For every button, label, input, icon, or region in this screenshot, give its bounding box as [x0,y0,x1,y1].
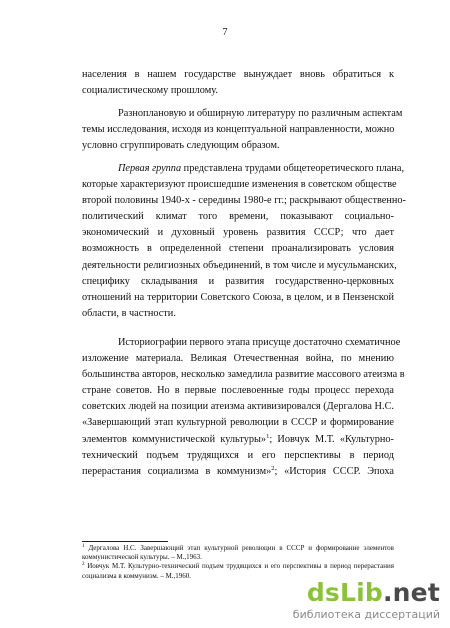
text-line: темы исследования, исходя из концептуальной направленности, можно [82,124,395,136]
paragraph-historiography [82,335,405,480]
footnote-line: коммунистической культуры. – М.,1963. [82,553,202,562]
text-line: деятельности религиозных объединений, в том числе и мусульманских, [82,259,397,271]
text-line: социалистическому прошлому. [82,85,218,97]
footnote-1 [82,544,394,562]
text-line: изложение материала. Великая Отечественная война, по мнению [82,353,394,365]
paragraph-continuation [82,67,394,99]
text-line: Историографии первого этапа присуще достаточно схематичное [118,337,401,348]
text-line: советских людей на позиции атеизма активизировался (Дергалова Н.С. [82,401,395,413]
paragraph-literature [82,106,403,154]
text-line: специфику складывания и развития государственно-церковных [82,275,394,287]
text-line: возможность в определенной степени проанализировать условия [82,243,394,255]
text-line: «Завершающий этап культурной революции в СССР и формирование [82,417,394,429]
footnote-line: $^2$ Иовчук М.Т. Культурно-технический подъем трудящихся и его перспективы в период перерастания [82,562,394,571]
dslib-subtitle: библиотека диссертаций [292,608,440,621]
footnote-line: $^1$ Дергалова Н.С. Завершающий этап культурной революции в СССР и формирование элементов [82,544,394,552]
text-line: перерастания социализма в коммунизм»$^2$; «История СССР. Эпоха [82,464,394,477]
text-line: которые характеризуют происшедшие изменения в советском обществе [82,179,397,191]
footnote-ref[interactable]: 1 [266,432,270,440]
text-line: условно сгруппировать следующим образом. [82,140,280,152]
text-line: Первая группа представлена трудами общетеоретического плана, [118,163,405,174]
text-line: политический климат того времени, показывают социально- [82,211,394,223]
text-line: экономический и духовный уровень развития СССР; что дает [82,227,394,239]
footnote-line: социализма в коммунизм. – М.,1960. [82,571,192,580]
text-line: большинства авторов, несколько замедлила развитие массового атеизма в [82,369,405,381]
page-number: 7 [222,27,228,38]
text-line: элементов коммунистической культуры»$^1$; Иовчук М.Т. «Культурно- [82,432,394,445]
footnote-ref[interactable]: 2 [271,464,275,472]
text-line: Разноплановую и обширную литературу по различным аспектам [118,108,403,119]
dslib-watermark[interactable] [292,578,446,624]
footnote-mark: 1 [82,544,85,549]
text-line: технический подъем трудящихся и его перспективы в период [82,449,394,461]
text-line: населения в нашем государстве вынуждает вновь обратиться к [82,69,394,80]
text-line: второй половины 1940-х - середины 1980-е гг.; раскрывают общественно- [82,195,406,207]
paragraph-first-group [82,161,406,322]
text-line: области, в частности. [82,307,176,319]
footnote-mark: 2 [82,562,85,568]
text-line: стране советов. Но в первые послевоенные годы процесс перехода [82,385,394,397]
first-group-term: Первая группа [118,163,182,174]
footnote-divider [82,541,168,542]
dslib-logo: dsLib.net [306,578,440,607]
text-line: отношений на территории Советского Союза, в целом, и в Пензенской [82,291,394,303]
footnotes [82,544,394,581]
